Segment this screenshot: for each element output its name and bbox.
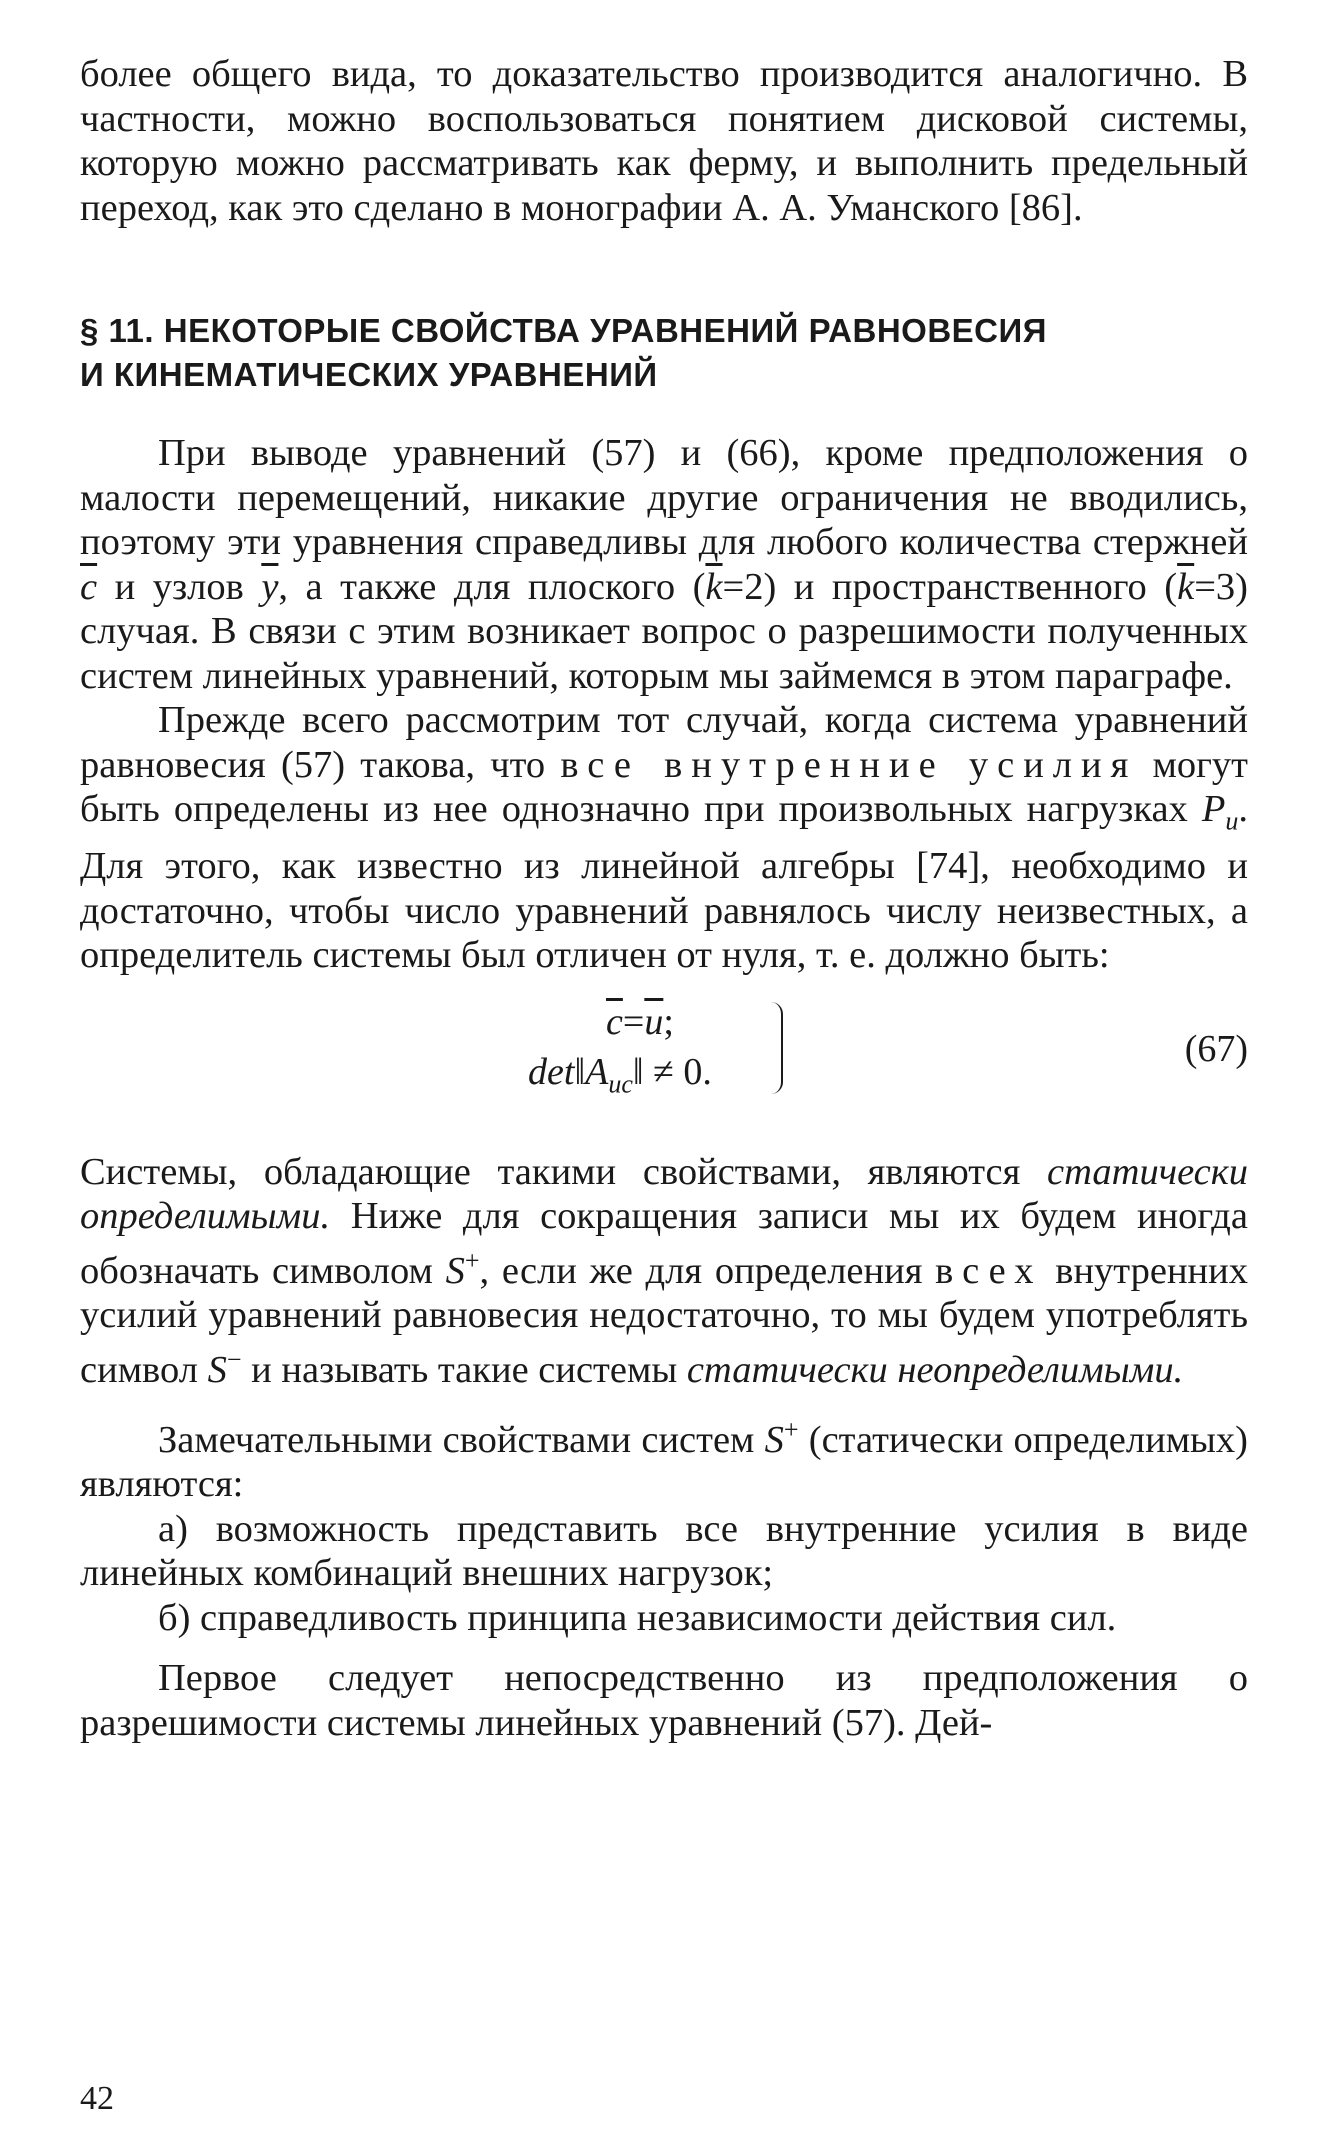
math-not-equal: ≠ 0. [643, 1050, 712, 1093]
section-heading [80, 309, 1248, 397]
text-run: Замечательными свойствами систем [158, 1418, 765, 1461]
math-norm-open: ‖ [574, 1050, 586, 1093]
paragraph-7: Первое следует непосредственно из предположения о разрешимости системы линейных уравнений (57). Дей- [80, 1657, 1248, 1744]
equation-67 [80, 1000, 1248, 1110]
math-subscript-u: u [1225, 806, 1239, 836]
right-brace [771, 1002, 783, 1094]
text-run: . Для этого, как известно из линейной алгебры [74], необходимо и достаточно, чтобы число уравнений равнялось числу неизвестных, а определитель системы был отличен от нуля, т. е. должно быть: [80, 788, 1248, 977]
paragraph-1 [80, 431, 1248, 698]
math-A: A [585, 1050, 609, 1093]
page-number: 42 [80, 2080, 114, 2117]
text-run: и узлов [97, 565, 262, 608]
spaced-emphasis: всех [935, 1249, 1043, 1292]
text-run: , а также для плоского ( [278, 565, 706, 608]
equation-lines [528, 1000, 712, 1107]
text-run: (статически определимых) являются: [80, 1418, 1248, 1506]
paragraph-3 [80, 1150, 1248, 1392]
text-run: могут быть определены из нее однозначно при произвольных нагрузках [80, 743, 1249, 830]
heading-line-2: И КИНЕМАТИЧЕСКИХ УРАВНЕНИЙ [80, 356, 658, 393]
math-norm-close: ‖ [632, 1050, 644, 1093]
text-run: =3) случая. В связи с этим возникает вопрос о разрешимости полученных систем линейных уравнений, которым мы займемся в этом параграфе. [80, 565, 1248, 697]
equation-line-2 [528, 1050, 712, 1107]
page-body [80, 52, 1248, 1745]
spaced-emphasis: все внутренние усилия [560, 743, 1138, 786]
math-y: $\overline{y}$ [261, 565, 279, 608]
math-equals: = [622, 1000, 645, 1043]
paragraph-4 [80, 1408, 1248, 1507]
math-S: S [445, 1249, 465, 1292]
math-P: P [1201, 788, 1226, 830]
text-run: и называть такие системы [241, 1348, 687, 1391]
text-run: Системы, обладающие такими свойствами, являются [80, 1150, 1048, 1193]
text-run: , если же для определения [479, 1249, 936, 1292]
math-u: $\overline{u}$ [644, 1000, 664, 1043]
math-superscript: + [464, 1245, 480, 1275]
math-k: $\overline{k}$ [705, 565, 723, 608]
math-S: S [207, 1348, 227, 1391]
math-superscript: + [783, 1414, 799, 1444]
equation-line-1 [528, 1000, 712, 1044]
math-c: $\overline{c}$ [80, 565, 98, 608]
math-S: S [764, 1418, 784, 1461]
heading-line-1: § 11. НЕКОТОРЫЕ СВОЙСТВА УРАВНЕНИЙ РАВНОВЕСИЯ [80, 312, 1047, 349]
text-run: Ниже для сокращения записи мы их будем иногда обозначать символом [80, 1195, 1248, 1292]
italic-term: статически определимыми. [80, 1150, 1248, 1238]
equation-number: (67) [1184, 1027, 1248, 1070]
paragraph-continued: более общего вида, то доказательство производится аналогично. В частности, можно воспользоваться понятием дисковой системы, которую можно рассматривать как ферму, и выполнить предельный переход, как это сделано в монографии А. А. Уманского [86]. [80, 53, 1248, 229]
math-superscript: − [226, 1344, 242, 1374]
math-c: $\overline{c}$ [606, 1000, 623, 1043]
list-item-b: б) справедливость принципа независимости действия сил. [158, 1596, 1117, 1639]
text-run: Прежде всего рассмотрим тот случай, когда система уравнений равновесия (57) такова, что [80, 699, 1248, 786]
math-det: det [528, 1050, 575, 1093]
italic-term: статически неопределимыми. [686, 1348, 1184, 1391]
math-k: $\overline{k}$ [1177, 565, 1195, 608]
text-run: =2) и пространственного ( [722, 565, 1178, 608]
text-run: внутренних усилий уравнений равновесия недостаточно, то мы будем употреблять символ [80, 1249, 1248, 1391]
text-run: При выводе уравнений (57) и (66), кроме предположения о малости перемещений, никакие другие ограничения не вводились, поэтому эти уравнения справедливы для любого количества стержней [80, 432, 1248, 563]
list-item-a: а) возможность представить все внутренние усилия в виде линейных комбинаций внешних нагрузок; [80, 1507, 1248, 1595]
paragraph-2 [80, 698, 1248, 978]
math-subscript-uc: uc [608, 1069, 633, 1099]
math-semicolon: ; [663, 1000, 674, 1043]
